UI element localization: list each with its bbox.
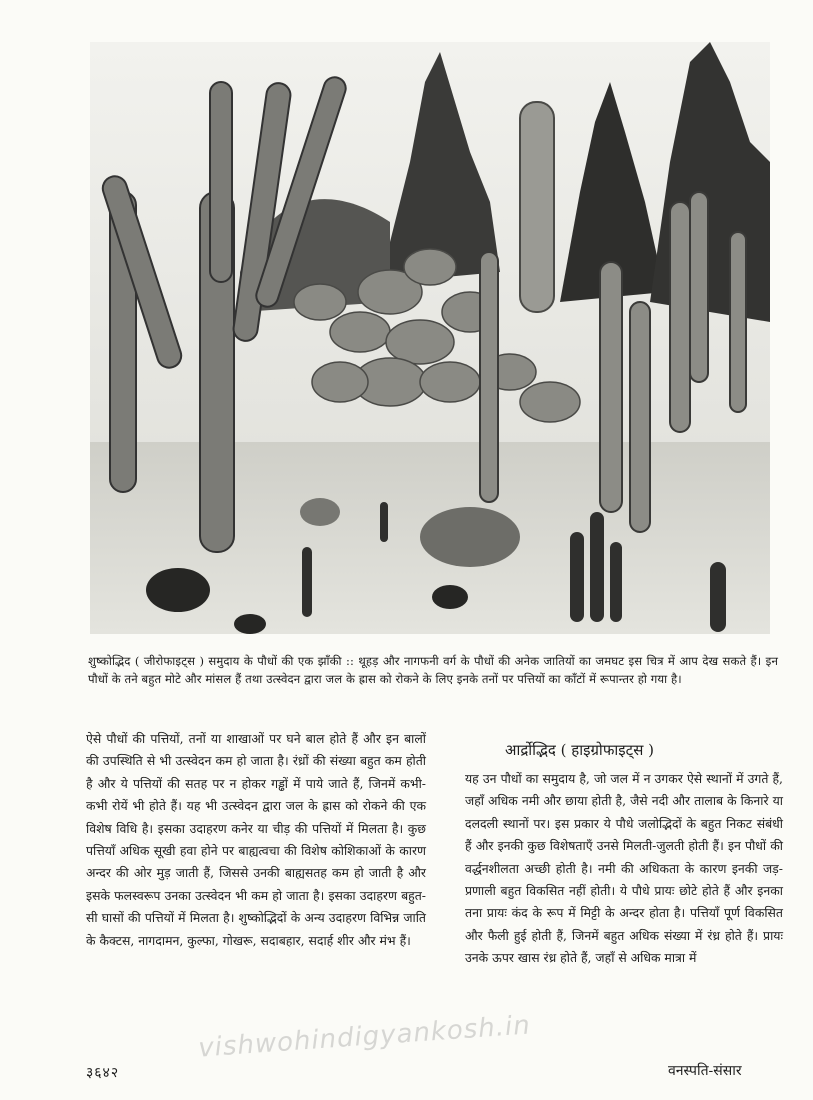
section-heading-hygrophytes: आर्द्रोद्भिद ( हाइग्रोफाइट्स ) bbox=[505, 741, 654, 759]
page-number: ३६४२ bbox=[86, 1065, 120, 1081]
running-title: वनस्पति-संसार bbox=[668, 1063, 742, 1079]
cactus-garden-illustration bbox=[90, 42, 770, 634]
cactus-garden-photo bbox=[90, 42, 770, 634]
website-watermark: vishwohindigyankosh.in bbox=[197, 1010, 532, 1064]
body-text-right-column: यह उन पौधों का समुदाय है, जो जल में न उगकर ऐसे स्थानों में उगते हैं, जहाँ अधिक नमी और छाया होती है, जैसे नदी और तालाब के किनारे या दलदली स्थानों पर। इस प्रकार ये पौधे जलोद्भिदों के बहुत निकट संबंधी हैं और इनकी कुछ विशेषताएँ उनसे मिलती-जुलती होती हैं। इन पौधों की वर्द्धनशीलता अच्छी होती है। नमी की अधिकता के कारण इनकी जड़-प्रणाली बहुत विकसित नहीं होती। ये पौधे प्रायः छोटे होते हैं और इनका तना प्रायः कंद के रूप में मिट्टी के अन्दर होता है। पत्तियाँ पूर्ण विकसित और फैली हुई होती हैं, जिनमें बहुत अधिक संख्या में रंध्र होते हैं। प्रायः उनके ऊपर खास रंध्र होते हैं, जहाँ से अधिक मात्रा में bbox=[465, 771, 783, 966]
photo-caption: शुष्कोद्भिद ( जीरोफाइट्स ) समुदाय के पौधों की एक झाँकी :: थूहड़ और नागफनी वर्ग के पौधों की अनेक जातियों का जमघट इस चित्र में आप देख सकते हैं। इन पौधों के तने बहुत मोटे और मांसल हैं तथा उत्स्वेदन द्वारा जल के ह्रास को रोकने के लिए इनके तनों पर पत्तियों का काँटों में रूपान्तर हो गया है। bbox=[88, 654, 778, 686]
body-text-left-column: ऐसे पौधों की पत्तियों, तनों या शाखाओं पर घने बाल होते हैं और इन बालों की उपस्थिति से भी उत्स्वेदन कम हो जाता है। रंध्रों की संख्या बहुत कम होती है और ये पत्तियों की सतह पर न होकर गड्ढों में पाये जाते हैं, जिनमें कभी-कभी रोयें भी होते हैं। यह भी उत्स्वेदन द्वारा जल के ह्रास को रोकने की एक विशेष विधि है। इसका उदाहरण कनेर या चीड़ की पत्तियों में मिलता है। कुछ पत्तियाँ अधिक सूखी हवा होने पर बाह्यत्वचा की विशेष कोशिकाओं के कारण अन्दर की ओर मुड़ जाती हैं, जिससे उनकी बाह्यसतह कम हो जाती है और इसके फलस्वरूप उनका उत्स्वेदन भी कम हो जाता है। इसका उदाहरण बहुत-सी घासों की पत्तियों में मिलता है। शुष्कोद्भिदों के अन्य उदाहरण विभिन्न जाति के कैक्टस, नागदामन, कुल्फा, गोखरू, सदाबहार, सदार्ह शीर और मंभ हैं। bbox=[86, 731, 426, 948]
